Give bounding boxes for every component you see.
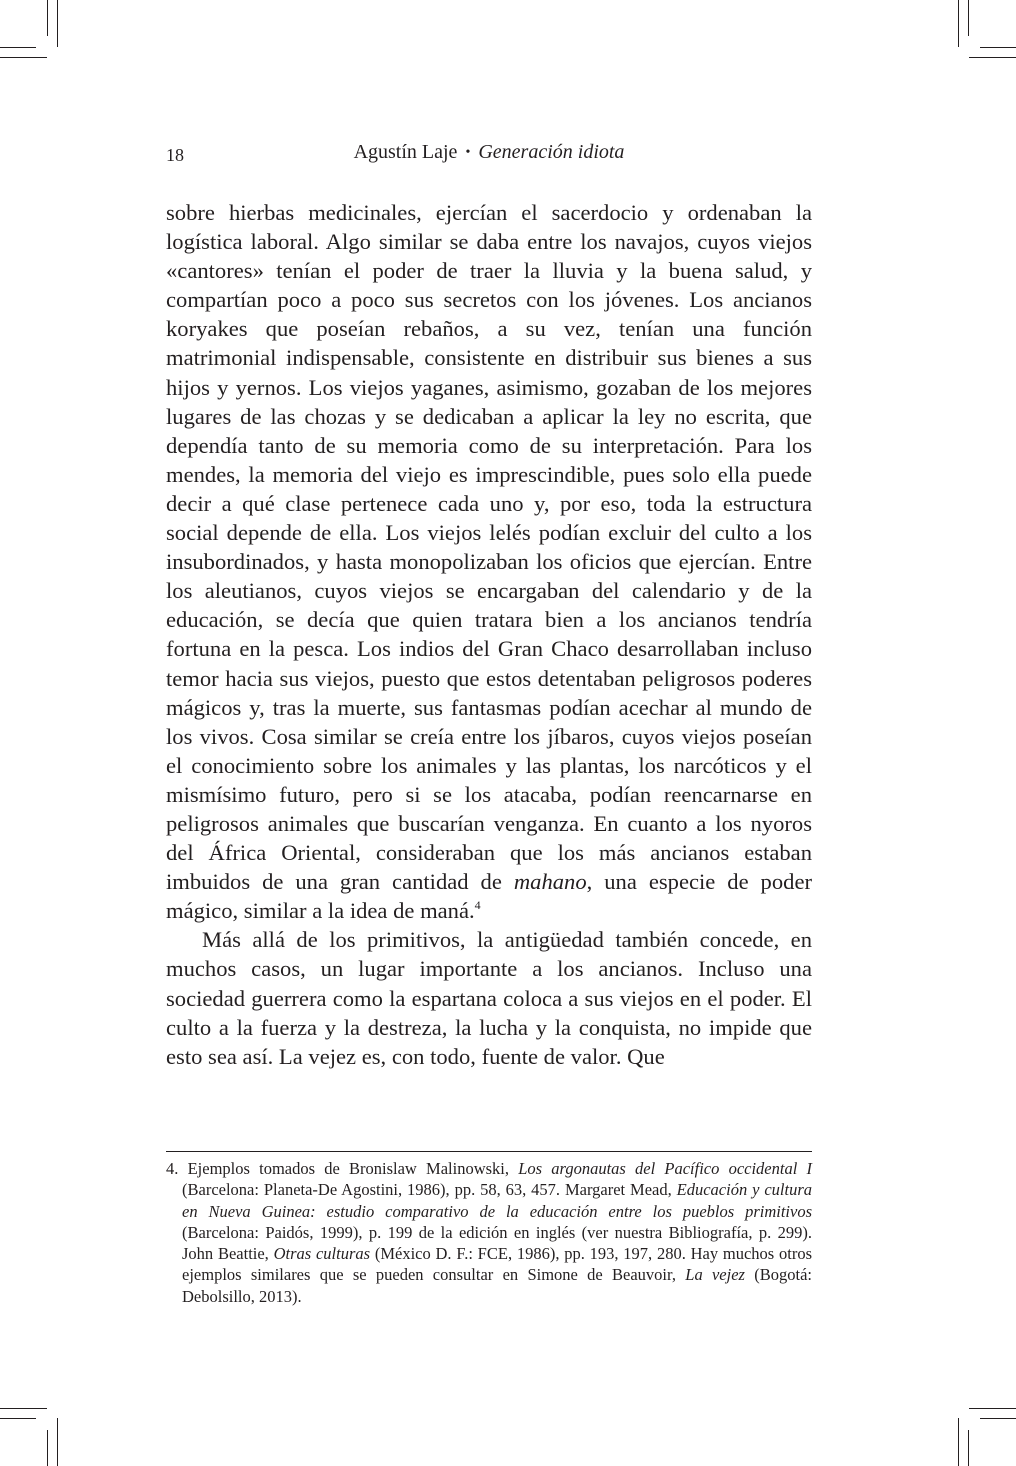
running-head (166, 141, 812, 171)
footnote-title-4: La vejez (685, 1265, 745, 1285)
crop-mark-bottom-right-v2 (958, 1418, 959, 1466)
crop-mark-bottom-left-h2 (0, 1408, 47, 1409)
footnote-title-1: Los argonautas del Pacífico occidental I (518, 1159, 812, 1178)
crop-mark-top-left-v (47, 0, 48, 36)
crop-mark-top-left-h (0, 47, 36, 48)
footnote (166, 1158, 812, 1307)
footnote-text-3: (Barcelona: Paidós, 1999), p. 199 de la edición en inglés (ver nuestra Bibliografía, p. 299). John Beattie, (182, 1222, 812, 1264)
p1-italic-term: mahano (513, 869, 587, 895)
running-head-title (166, 141, 812, 164)
page-number: 18 (166, 145, 184, 165)
footnote-title-2: Educación y cultura en Nueva Guinea: estudio comparativo de la educación entre los pueblos primitivos (182, 1180, 813, 1221)
p1-text-b: , una especie de poder mágico, similar a la idea de maná. (166, 869, 812, 924)
crop-mark-bottom-left-v (47, 1430, 48, 1466)
footnote-reference[interactable]: 4 (474, 898, 481, 913)
author-name: Agustín Laje (353, 141, 458, 163)
footnote-title-3: Otras culturas (273, 1244, 371, 1264)
crop-mark-top-left-v2 (57, 0, 58, 47)
work-title: Generación idiota (478, 141, 625, 163)
footnote-text-5: (Bogotá: Debolsillo, 2013). (182, 1265, 813, 1306)
p1-text-a: sobre hierbas medicinales, ejercían el sacerdocio y ordenaban la logística laboral. Algo similar se daba entre los navajos, cuyos viejos «cantores» tenían el poder de traer la lluvia y la buena salud, y compartían poco a poco sus secretos con los jóvenes. Los ancianos koryakes que poseían rebaños, a su vez, tenían una función matrimonial indispensable, consistente en distribuir sus bienes a sus hijos y yernos. Los viejos yaganes, asimismo, gozaban de los mejores lugares de las chozas y se dedicaban a aplicar la ley no escrita, que dependía tanto de su memoria como de su interpretación. Para los mendes, la memoria del viejo es imprescindible, pues solo ella puede decir a qué clase pertenece cada uno y, por eso, toda la estructura social depende de ella. Los viejos lelés podían excluir del culto a los insubordinados, y hasta monopolizaban los oficios que ejercían. Entre los aleutianos, cuyos viejos se encargaban del calendario y de la educación, se decía que quien tratara bien a los ancianos tendría fortuna en la pesca. Los indios del Gran Chaco desarrollaban incluso temor hacia sus viejos, puesto que estos detentaban peligrosos poderes mágicos y, tras la muerte, sus fantasmas podían acechar al mundo de los vivos. Cosa similar se creía entre los jíbaros, cuyos viejos poseían el conocimiento sobre los animales y las plantas, los narcóticos y el mismísimo futuro, pero si se los atacaba, podían reencarnarse en peligrosos animales que buscarían venganza. En cuanto a los nyoros del África Oriental, consideraban que los más ancianos estaban imbuidos de una gran cantidad de (166, 200, 812, 895)
crop-mark-top-right-v2 (958, 0, 959, 47)
footnote-text-1: Ejemplos tomados de Bronislaw Malinowski, (187, 1159, 519, 1178)
crop-mark-bottom-right-h (980, 1418, 1016, 1419)
crop-mark-bottom-left-v2 (57, 1418, 58, 1466)
crop-mark-bottom-right-h2 (969, 1408, 1016, 1409)
footnote-text-2: (Barcelona: Planeta-De Agostini, 1986), pp. 58, 63, 457. Margaret Mead, (182, 1180, 677, 1200)
crop-mark-top-right-h2 (969, 57, 1016, 58)
crop-mark-bottom-right-v (968, 1430, 969, 1466)
footnote-rule (166, 1151, 812, 1152)
paragraph-2: Más allá de los primitivos, la antigüedad también concede, en muchos casos, un lugar importante a los ancianos. Incluso una sociedad guerrera como la espartana coloca a sus viejos en el poder. El culto a la fuerza y la destreza, la lucha y la conquista, no impide que esto sea así. La vejez es, con todo, fuente de valor. Que (166, 927, 812, 1069)
body-text (166, 198, 812, 1071)
crop-mark-top-right-h (980, 47, 1016, 48)
footnote-body (166, 1158, 812, 1307)
bullet-separator: • (465, 145, 471, 160)
footnote-number: 4. (166, 1159, 179, 1178)
paragraph-1 (166, 198, 812, 925)
crop-mark-top-left-h2 (0, 57, 47, 58)
crop-mark-bottom-left-h (0, 1418, 36, 1419)
crop-mark-top-right-v (968, 0, 969, 36)
footnote-text-4: (México D. F.: FCE, 1986), pp. 193, 197, 280. Hay muchos otros ejemplos similares que se pueden consultar en Simone de Beauvoir, (182, 1244, 813, 1285)
